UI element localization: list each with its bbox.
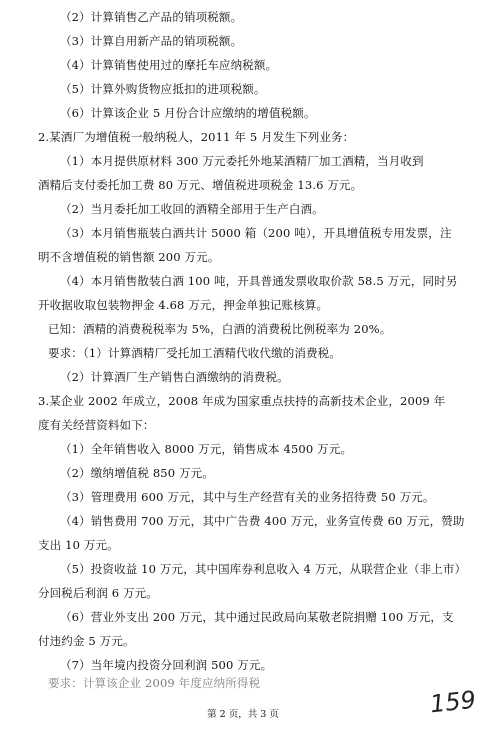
text-line: 分回税后利润 6 万元。 xyxy=(38,586,158,600)
text-line: （2）当月委托加工收回的酒精全部用于生产白酒。 xyxy=(60,202,324,216)
text-line: （6）计算该企业 5 月份合计应缴纳的增值税额。 xyxy=(60,106,316,120)
text-line: （2）缴纳增值税 850 万元。 xyxy=(60,466,214,480)
text-line: （4）计算销售使用过的摩托车应纳税额。 xyxy=(60,58,278,72)
text-line: 开收据收取包装物押金 4.68 万元，押金单独记账核算。 xyxy=(38,298,329,312)
text-line: （4）销售费用 700 万元，其中广告费 400 万元，业务宣传费 60 万元，赞助 xyxy=(60,514,465,528)
text-line: （5）计算外购货物应抵扣的进项税额。 xyxy=(60,82,266,96)
text-line: （1）全年销售收入 8000 万元，销售成本 4500 万元。 xyxy=(60,442,353,456)
handwritten-page-number: 159 xyxy=(428,685,478,719)
text-line: （3）管理费用 600 万元，其中与生产经营有关的业务招待费 50 万元。 xyxy=(60,490,435,504)
text-line: 付违约金 5 万元。 xyxy=(38,634,135,648)
text-line: 已知：酒精的消费税税率为 5%，白酒的消费税比例税率为 20%。 xyxy=(48,322,392,336)
text-line: （4）本月销售散装白酒 100 吨，开具普通发票收取价款 58.5 万元，同时另 xyxy=(60,274,458,288)
text-line: 明不含增值税的销售额 200 万元。 xyxy=(38,250,220,264)
text-line: 要求：（1）计算酒精厂受托加工酒精代收代缴的消费税。 xyxy=(48,346,341,360)
text-line: （3）本月销售瓶装白酒共计 5000 箱（200 吨），开具增值税专用发票，注 xyxy=(60,226,452,240)
text-line: （6）营业外支出 200 万元，其中通过民政局向某敬老院捐赠 100 万元，支 xyxy=(60,610,454,624)
section-heading: 2.某酒厂为增值税一般纳税人，2011 年 5 月发生下列业务： xyxy=(38,130,355,144)
text-line: 酒精后支付委托加工费 80 万元、增值税进项税金 13.6 万元。 xyxy=(38,178,363,192)
text-line: 度有关经营资料如下： xyxy=(38,418,155,432)
text-line: （2）计算酒厂生产销售白酒缴纳的消费税。 xyxy=(60,370,289,384)
text-line: （2）计算销售乙产品的销项税额。 xyxy=(60,10,243,24)
text-line: （1）本月提供原材料 300 万元委托外地某酒精厂加工酒精，当月收到 xyxy=(60,154,424,168)
text-line: （3）计算自用新产品的销项税额。 xyxy=(60,34,243,48)
page-footer: 第 2 页，共 3 页 xyxy=(207,709,279,720)
text-line-partial: 要求：计算该企业 2009 年度应纳所得税 xyxy=(48,676,261,690)
text-line: （5）投资收益 10 万元，其中国库券利息收入 4 万元，从联营企业（非上市） xyxy=(60,562,467,576)
section-heading: 3.某企业 2002 年成立，2008 年成为国家重点扶持的高新技术企业，2009 年 xyxy=(38,394,446,408)
text-line: （7）当年境内投资分回利润 500 万元。 xyxy=(60,658,273,672)
text-line: 支出 10 万元。 xyxy=(38,538,119,552)
